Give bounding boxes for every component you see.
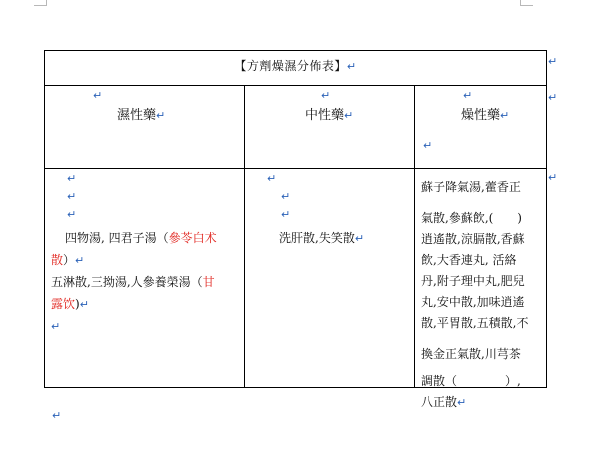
row-end-mark: ↵ (548, 55, 558, 68)
row-end-mark: ↵ (548, 91, 558, 104)
header-dry: 燥性藥↵ (461, 108, 510, 123)
paragraph-mark: ↵ (354, 232, 365, 245)
paragraph-mark: ↵ (79, 298, 89, 311)
header-cell-neutral (245, 86, 415, 169)
paragraph-mark: ↵ (344, 109, 354, 122)
paragraph-mark: ↵ (67, 208, 77, 221)
neutral-formula-list: 洗肝散,失笑散↵ (279, 231, 365, 245)
paragraph-mark: ↵ (67, 172, 77, 185)
header-cell-dry (415, 86, 547, 169)
page-corner-mark-right (520, 0, 533, 6)
row-end-mark: ↵ (548, 171, 558, 184)
header-wet: 濕性藥↵ (117, 108, 166, 123)
paragraph-mark: ↵ (346, 60, 357, 73)
body-cell-neutral (245, 169, 415, 388)
paragraph-mark: ↵ (67, 190, 77, 203)
body-cell-wet (45, 169, 245, 388)
paragraph-mark: ↵ (75, 254, 85, 267)
header-neutral: 中性藥↵ (305, 108, 354, 123)
header-cell-wet (45, 86, 245, 169)
paragraph-mark: ↵ (156, 109, 166, 122)
table-title-cell (45, 51, 547, 86)
paragraph-mark: ↵ (93, 89, 103, 102)
paragraph-mark: ↵ (267, 172, 277, 185)
paragraph-mark: ↵ (281, 208, 291, 221)
page-corner-mark-left (34, 0, 47, 6)
formula-table (44, 50, 547, 409)
paragraph-mark: ↵ (51, 320, 61, 333)
paragraph-mark: ↵ (52, 409, 62, 422)
paragraph-mark: ↵ (457, 396, 467, 409)
dry-formula-list: 蘇子降氣湯,藿香正 氣散,參蘇飲,( ) 逍遙散,涼膈散,香蘇 飲,大香連丸, 活絡 丹,附子理中丸,肥兒 丸,安中散,加味逍遙 散,平胃散,五積散,不 換金正氣散,川芎茶 調散（ ）, 八正散↵ (421, 180, 529, 409)
paragraph-mark: ↵ (281, 190, 291, 203)
wet-formula-list: 四物湯, 四君子湯（參苓白术 散）↵ 五淋散,三拗湯,人參養榮湯（甘 露饮)↵ ↵ (51, 231, 217, 333)
body-cell-dry (415, 169, 547, 409)
paragraph-mark: ↵ (321, 89, 331, 102)
paragraph-mark: ↵ (423, 139, 433, 152)
table-title: 【方劑燥濕分佈表】↵ (234, 59, 357, 73)
paragraph-mark: ↵ (463, 89, 473, 102)
paragraph-mark: ↵ (500, 109, 510, 122)
